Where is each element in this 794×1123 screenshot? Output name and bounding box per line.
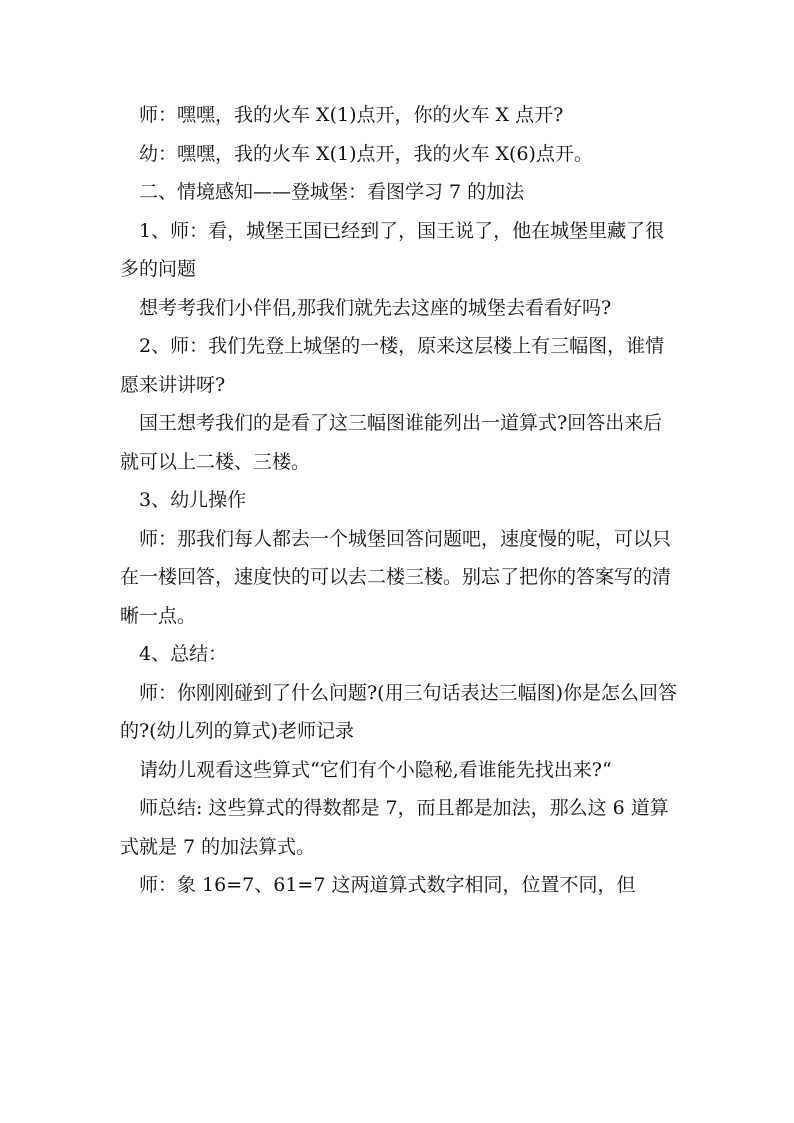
- summary-paragraph: 师总结: 这些算式的得数都是 7，而且都是加法，那么这 6 道算式就是 7 的加法算式。: [120, 797, 669, 858]
- step-4-paragraph: 师：你刚刚碰到了什么问题?(用三句话表达三幅图)你是怎么回答的?(幼儿列的算式)老师记录: [120, 681, 678, 742]
- observation-paragraph: 请幼儿观看这些算式“它们有个小隐秘,看谁能先找出来?“: [139, 758, 612, 781]
- dialogue-teacher-train: 师：嘿嘿，我的火车 X(1)点开，你的火车 X 点开?: [139, 104, 564, 126]
- step-1-continuation: 想考考我们小伴侣,那我们就先去这座的城堡去看看好吗?: [139, 296, 612, 319]
- step-3-heading: 3、幼儿操作: [139, 489, 247, 511]
- step-2-paragraph: 2、师：我们先登上城堡的一楼，原来这层楼上有三幅图，谁情愿来讲讲呀?: [120, 335, 665, 396]
- dialogue-child-train: 幼：嘿嘿，我的火车 X(1)点开，我的火车 X(6)点开。: [139, 142, 593, 165]
- step-3-paragraph: 师：那我们每人都去一个城堡回答问题吧，速度慢的呢，可以只在一楼回答，速度快的可以去二楼三楼。别忘了把你的答案写的清晰一点。: [120, 527, 672, 627]
- closing-paragraph: 师：象 16=7、61=7 这两道算式数字相同，位置不同，但: [139, 874, 636, 896]
- section-heading: 二、情境感知——登城堡：看图学习 7 的加法: [139, 181, 525, 203]
- step-1-paragraph: 1、师：看，城堡王国已经到了，国王说了，他在城堡里藏了很多的问题: [120, 219, 665, 280]
- step-4-heading: 4、总结：: [139, 643, 228, 665]
- step-2-continuation: 国王想考我们的是看了这三幅图谁能列出一道算式?回答出来后就可以上二楼、三楼。: [120, 412, 663, 473]
- document-body: [120, 96, 680, 905]
